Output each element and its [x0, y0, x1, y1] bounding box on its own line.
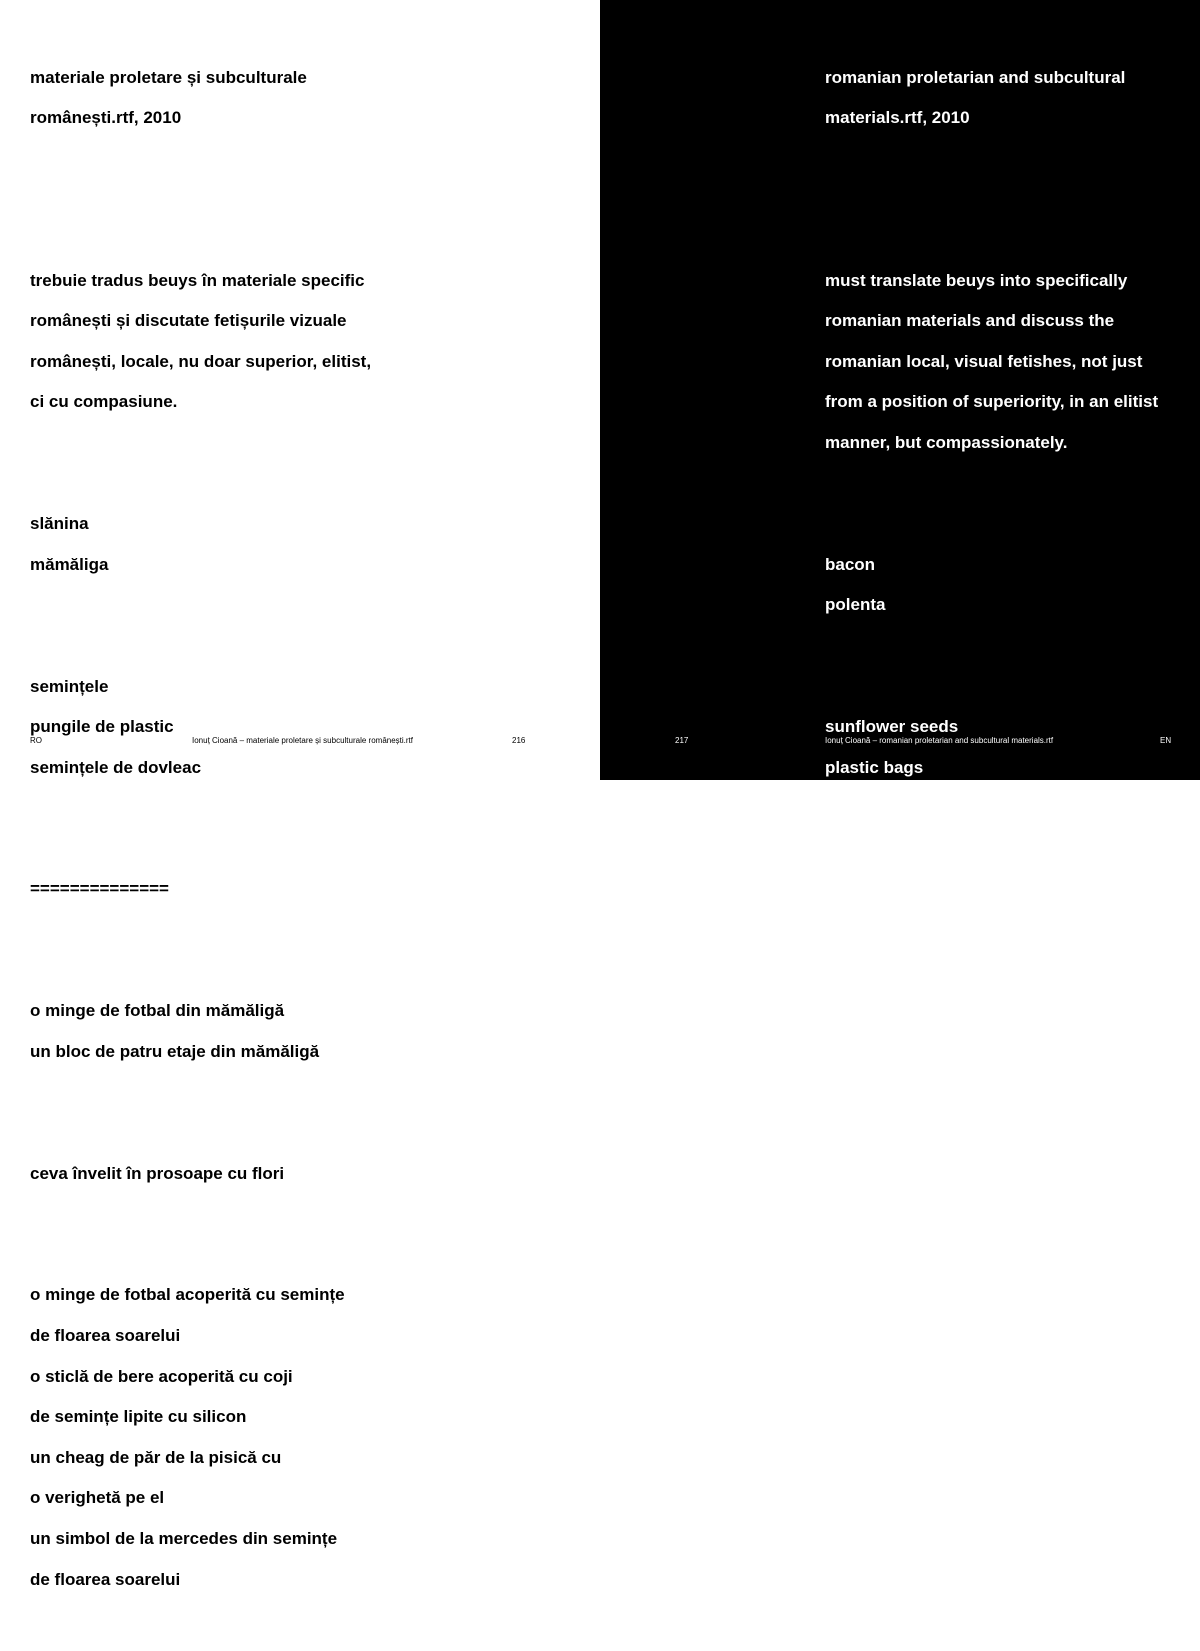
left-title-line: românești.rtf, 2010 [30, 108, 182, 128]
left-line: un simbol de la mercedes din semințe [30, 1528, 338, 1548]
right-line: manner, but compassionately. [825, 432, 1068, 452]
left-line: ci cu compasiune. [30, 392, 178, 412]
right-line: plastic bags [825, 757, 924, 777]
right-separator-line: ============== [825, 920, 964, 940]
right-stanza [825, 534, 1195, 635]
left-page-romanian [0, 0, 600, 1589]
left-line: o sticlă de bere acoperită cu coji [30, 1366, 293, 1386]
left-line: un bloc de patru etaje din mămăligă [30, 1041, 320, 1061]
left-line: slănina [30, 514, 89, 534]
right-footer-lang: EN [1160, 736, 1172, 745]
right-line: a polenta soccer ball [825, 1041, 994, 1061]
right-stanza [825, 1225, 1195, 1326]
right-line: a four-story high polenta apartment [825, 1082, 1113, 1102]
right-line: romanian materials and discuss the [825, 311, 1115, 331]
left-line: trebuie tradus beuys în materiale specific [30, 270, 365, 290]
left-separator-line: ============== [30, 879, 169, 899]
left-line: ceva învelit în prosoape cu flori [30, 1163, 285, 1183]
right-line: ring on it [825, 1569, 898, 1589]
left-line: o minge de fotbal din mămăligă [30, 1001, 285, 1021]
left-line: mămăliga [30, 554, 109, 574]
left-stanza [30, 981, 585, 1082]
left-line: semințele de dovleac [30, 757, 202, 777]
right-page-number: 217 [675, 736, 689, 745]
right-line: something covered in towels embroidered [825, 1244, 1167, 1264]
left-page-content [30, 27, 585, 1651]
left-line: de floarea soarelui [30, 1569, 181, 1589]
right-line: bacon [825, 554, 876, 574]
left-line: de semințe lipite cu silicon [30, 1407, 247, 1427]
right-line: with silicone [825, 1488, 928, 1508]
left-stanza [30, 1265, 585, 1610]
right-line: from a position of superiority, in an elitist [825, 392, 1159, 412]
right-line: with floral motifs [825, 1285, 961, 1305]
left-title-line: materiale proletare și subculturale [30, 67, 307, 87]
left-line: semințele [30, 676, 109, 696]
left-line: românești și discutate fetișurile vizuale [30, 311, 347, 331]
left-footer-lang: RO [30, 736, 42, 745]
left-line: pungile de plastic [30, 717, 174, 737]
left-stanza [30, 494, 585, 595]
left-page-title [30, 47, 585, 148]
right-line: a clump of cat hair with a wedding [825, 1528, 1102, 1548]
left-line: un cheag de păr de la pisică cu [30, 1447, 282, 1467]
right-title-line: materials.rtf, 2010 [825, 108, 970, 128]
left-footer-running-title: Ionuț Cioană – materiale proletare și subculturale românești.rtf [192, 736, 413, 745]
left-stanza [30, 1143, 585, 1204]
right-line: a beer bottle covered in seed pods glued [825, 1447, 1155, 1467]
right-line: building [825, 1123, 892, 1143]
left-line: o minge de fotbal acoperită cu semințe [30, 1285, 345, 1305]
left-page-number: 216 [512, 736, 526, 745]
right-stanza [825, 1387, 1195, 1610]
right-footer-running-title: Ionuț Cioană – romanian proletarian and subcultural materials.rtf [825, 736, 1054, 745]
right-title-line: romanian proletarian and subcultural [825, 67, 1126, 87]
left-line: de floarea soarelui [30, 1326, 181, 1345]
right-stanza [825, 250, 1195, 473]
right-stanza [825, 1022, 1195, 1164]
right-page-title [825, 47, 1195, 148]
right-line: pumpkin seeds [825, 798, 949, 818]
left-stanza [30, 656, 585, 798]
right-separator [825, 900, 1195, 961]
right-line: sunflower seeds [825, 717, 959, 737]
left-separator [30, 859, 585, 920]
right-line: romanian local, visual fetishes, not just [825, 351, 1143, 371]
left-line: o verighetă pe el [30, 1488, 165, 1508]
right-line: polenta [825, 595, 886, 615]
right-line: a soccer ball covered in sunflower seeds [825, 1407, 1156, 1427]
left-stanza [30, 250, 585, 433]
left-line: românești, locale, nu doar superior, elitist, [30, 351, 372, 371]
right-page-english [600, 0, 1200, 1589]
right-page-content [825, 27, 1195, 1651]
right-stanza [825, 697, 1195, 839]
right-line: must translate beuys into specifically [825, 270, 1128, 290]
